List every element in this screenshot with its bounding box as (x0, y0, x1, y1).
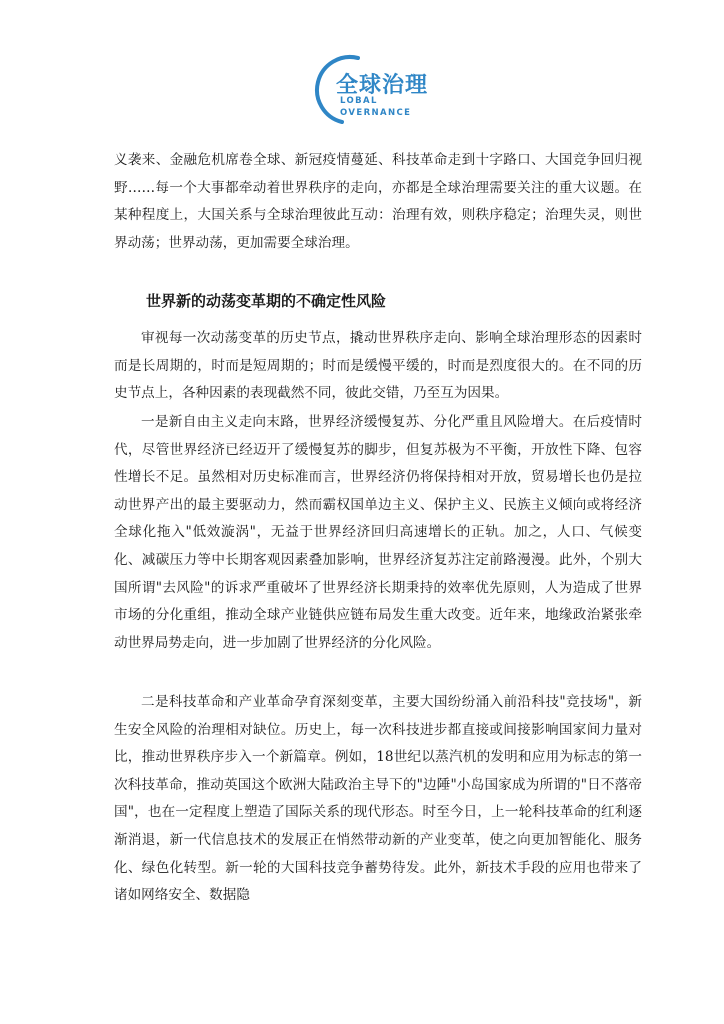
section-heading: 世界新的动荡变革期的不确定性风险 (146, 292, 387, 310)
paragraph-economy-risk: 一是新自由主义走向末路，世界经济缓慢复苏、分化严重且风险增大。在后疫情时代，尽管世界经济已经迈开了缓慢复苏的脚步，但复苏极为不平衡，开放性下降、包容性增长不足。虽然相对历史标准而言，世界经济仍将保持相对开放，贸易增长也仍是拉动世界产出的最主要驱动力，然而霸权国单边主义、保护主义、民族主义倾向或将经济全球化拖入"低效漩涡"，无益于世界经济回归高速增长的正轨。加之，人口、气候变化、减碳压力等中长期客观因素叠加影响，世界经济复苏注定前路漫漫。此外，个别大国所谓"去风险"的诉求严重破坏了世界经济长期秉持的效率优先原则，人为造成了世界市场的分化重组，推动全球产业链供应链布局发生重大改变。近年来，地缘政治紧张牵动世界局势走向，进一步加剧了世界经济的分化风险。 (114, 414, 642, 651)
paragraph-tech-revolution: 二是科技革命和产业革命孕育深刻变革，主要大国纷纷涌入前沿科技"竞技场"，新生安全风险的治理相对缺位。历史上，每一次科技进步都直接或间接影响国家间力量对比，推动世界秩序步入一个新篇章。例如，18世纪以蒸汽机的发明和应用为标志的第一次科技革命，推动英国这个欧洲大陆政治主导下的"边陲"小岛国家成为所谓的"日不落帝国"，也在一定程度上塑造了国际关系的现代形态。时至今日，上一轮科技革命的红利逐渐消退，新一代信息技术的发展正在悄然带动新的产业变革，使之向更加智能化、服务化、绿色化转型。新一轮的大国科技竞争蓄势待发。此外，新技术手段的应用也带来了诸如网络安全、数据隐 (114, 694, 642, 904)
logo-chinese-title: 全球治理 (336, 73, 429, 98)
logo-english-line1: LOBAL (340, 96, 378, 106)
paragraph-intro-continued: 义袭来、金融危机席卷全球、新冠疫情蔓延、科技革命走到十字路口、大国竞争回归视野……每一个大事都牵动着世界秩序的走向，亦都是全球治理需要关注的重大议题。在某种程度上，大国关系与全球治理彼此互动：治理有效，则秩序稳定；治理失灵，则世界动荡；世界动荡，更加需要全球治理。 (114, 152, 642, 251)
global-governance-logo (300, 54, 430, 128)
logo-english-line2: OVERNANCE (340, 108, 412, 118)
paragraph-historical-nodes: 审视每一次动荡变革的历史节点，撬动世界秩序走向、影响全球治理形态的因素时而是长周期的，时而是短周期的；时而是缓慢平缓的，时而是烈度很大的。在不同的历史节点上，各种因素的表现截然不同，彼此交错，乃至互为因果。 (114, 330, 642, 402)
